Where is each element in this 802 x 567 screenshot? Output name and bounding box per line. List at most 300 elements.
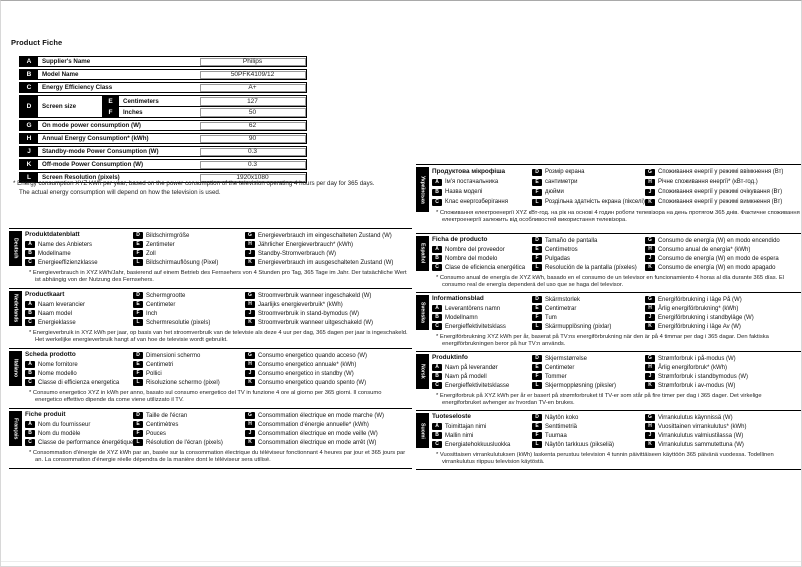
language-block	[9, 408, 412, 468]
row-letter-badge: K	[645, 264, 655, 271]
row-label: Bildschirmgröße	[146, 232, 190, 239]
row-letter-badge: L	[133, 439, 143, 446]
row-screen-size	[532, 414, 645, 421]
row-screen-size	[532, 355, 645, 362]
row-inches	[532, 432, 645, 439]
row-off-mode-power	[645, 441, 801, 448]
language-label-grid	[25, 351, 410, 387]
language-block	[416, 233, 802, 292]
row-label: Energiförbrukning i läge Av (W)	[658, 323, 741, 330]
row-screen-resolution	[133, 259, 245, 266]
row-letter-badge: L	[20, 173, 38, 182]
language-tab-label: Svenska	[416, 295, 429, 330]
row-letter-badge: F	[133, 430, 143, 437]
language-footnote: * Consumo energetico XYZ in kWh per anno, basato sul consumo energetico del TV in funzione 4 ore al giorno per 365 giorni. Il consumo energetico effettivo dipende da come viene utilizzato il TV.	[29, 389, 382, 404]
language-tab-label: Italiano	[9, 351, 22, 386]
row-label: Річне споживання енергії* (кВт-год.)	[658, 179, 758, 185]
row-inches	[532, 314, 645, 321]
fiche-footnote	[13, 180, 411, 198]
row-centimeters	[532, 305, 645, 312]
row-label: Zentimeter	[146, 241, 175, 248]
row-letter-badge: E	[102, 96, 119, 106]
row-supplier-name	[25, 241, 133, 248]
row-letter-badge: J	[645, 314, 655, 321]
row-letter-badge: G	[20, 121, 38, 130]
page-title: Product Fiche	[11, 38, 63, 47]
row-letter-badge: L	[532, 441, 542, 448]
row-letter-badge: H	[645, 305, 655, 312]
row-label: Energiförbrukning i standbyläge (W)	[658, 314, 754, 321]
row-screen-size	[532, 237, 645, 244]
row-label: Skjermoppløsning (piksler)	[545, 382, 617, 389]
row-label: Tamaño de pantalla	[545, 237, 598, 244]
row-letter-badge: A	[432, 364, 442, 371]
language-footnote: * Energieverbruik in XYZ kWh per jaar, op basis van het stroomverbruik van de televisie als deze 4 uur per dag, 365 dagen per jaar is ingeschakeld. Het werkelijke energieverbruik hangt af van hoe de televisie wordt gebruikt.	[29, 329, 408, 344]
row-annual-energy	[245, 361, 410, 368]
row-label: Jährlicher Energieverbrauch* (kWh)	[258, 241, 354, 248]
row-standby-power	[245, 250, 410, 257]
row-label: Senttimetriä	[545, 423, 578, 430]
fiche-row-standby-power	[19, 146, 307, 157]
fiche-row-label: Inches	[123, 108, 143, 116]
row-letter-badge: L	[532, 199, 542, 206]
fiche-row-label: Off-mode Power Consumption (W)	[42, 161, 144, 168]
row-letter-badge: F	[102, 107, 119, 117]
row-letter-badge: B	[25, 370, 35, 377]
row-letter-badge: K	[645, 382, 655, 389]
row-off-mode-power	[245, 259, 410, 266]
language-column-right	[416, 164, 802, 470]
language-label-grid	[432, 413, 801, 449]
row-letter-badge: K	[645, 441, 655, 448]
row-letter-badge: H	[20, 134, 38, 143]
row-centimeters	[532, 179, 645, 186]
language-block	[416, 292, 802, 351]
row-letter-badge: C	[20, 83, 38, 92]
row-letter-badge: D	[133, 232, 143, 239]
language-tab-label: Українська	[416, 167, 429, 212]
row-model-name	[25, 310, 133, 317]
row-letter-badge: A	[25, 241, 35, 248]
row-letter-badge: K	[245, 259, 255, 266]
row-on-mode-power	[245, 292, 410, 299]
row-label: Modellnamn	[445, 314, 478, 321]
fiche-row-label: On mode power consumption (W)	[42, 122, 141, 129]
row-annual-energy	[645, 364, 801, 371]
row-letter-badge: E	[133, 241, 143, 248]
row-model-name	[432, 314, 532, 321]
row-label: Розмір екрана	[545, 169, 585, 175]
row-letter-badge: K	[20, 160, 38, 169]
row-label: Pulgadas	[545, 255, 571, 262]
fiche-row-value: 127	[200, 97, 306, 106]
row-letter-badge: K	[645, 199, 655, 206]
row-letter-badge: C	[25, 319, 35, 326]
row-letter-badge: B	[432, 255, 442, 262]
row-label: Energieffektivitetsklasse	[445, 382, 510, 389]
row-energy-class	[432, 199, 532, 206]
row-screen-resolution	[532, 382, 645, 389]
row-energy-class	[25, 439, 133, 446]
row-letter-badge: E	[532, 423, 542, 430]
row-inches	[532, 373, 645, 380]
row-label: Skjermstørrelse	[545, 355, 588, 362]
row-letter-badge: G	[645, 355, 655, 362]
row-label: дюйми	[545, 189, 564, 195]
row-screen-resolution	[532, 323, 645, 330]
row-label: Näytön koko	[545, 414, 579, 421]
fiche-row-label: Annual Energy Consumption* (kWh)	[42, 135, 149, 142]
row-letter-badge: B	[25, 250, 35, 257]
row-standby-power	[645, 255, 801, 262]
fiche-row-value: A+	[200, 84, 306, 92]
row-label: Centimètres	[146, 421, 179, 428]
row-inches	[133, 370, 245, 377]
language-footnote: * Споживання електроенергії XYZ кВт-год. на рік на основі 4 годин роботи телевізора на день протягом 365 днів. Фактичне споживання електроенергії залежить від особливостей використання телевізора.	[436, 209, 800, 224]
row-label: Strømforbruk i standbymodus (W)	[658, 373, 749, 380]
row-label: Consommation d'énergie annuelle* (kWh)	[258, 421, 369, 428]
row-annual-energy	[245, 421, 410, 428]
row-letter-badge: D	[532, 414, 542, 421]
fiche-row-value: Philips	[200, 58, 306, 66]
row-letter-badge: J	[245, 370, 255, 377]
row-label: Tum	[545, 314, 557, 321]
fiche-row-label: Model Name	[42, 71, 79, 78]
row-supplier-name	[432, 246, 532, 253]
row-label: Strømforbruk i på-modus (W)	[658, 355, 736, 362]
row-annual-energy	[645, 246, 801, 253]
row-inches	[133, 310, 245, 317]
row-on-mode-power	[645, 237, 801, 244]
row-letter-badge: K	[645, 323, 655, 330]
row-label: Назва моделі	[445, 189, 483, 195]
row-centimeters	[133, 241, 245, 248]
row-label: Virrankulutus valmiustilassa (W)	[658, 432, 744, 439]
row-screen-size	[133, 292, 245, 299]
language-tab-label: Français	[9, 411, 22, 446]
row-label: Årlig energiförbrukning* (kWh)	[658, 305, 739, 312]
row-letter-badge: F	[532, 432, 542, 439]
row-label: Клас енергозберігання	[445, 199, 508, 205]
row-letter-badge: A	[20, 57, 38, 66]
row-label: Споживання енергії у режимі ввімкнення (Вт)	[658, 169, 784, 175]
language-tab-label: Nederlands	[9, 291, 22, 326]
row-supplier-name	[25, 361, 133, 368]
row-letter-badge: J	[245, 430, 255, 437]
language-label-grid	[432, 354, 801, 390]
row-label: сантиметри	[545, 179, 578, 185]
row-label: Nome fornitore	[38, 361, 78, 368]
row-screen-size	[133, 232, 245, 239]
row-inches	[133, 430, 245, 437]
fiche-row-screen-size	[19, 95, 307, 118]
row-letter-badge: H	[245, 421, 255, 428]
row-screen-size	[133, 412, 245, 419]
row-standby-power	[645, 432, 801, 439]
row-letter-badge: A	[432, 305, 442, 312]
fiche-row-on-mode-power	[19, 120, 307, 131]
row-letter-badge: E	[532, 305, 542, 312]
language-block	[416, 410, 802, 469]
row-label: Nom du fournisseur	[38, 421, 91, 428]
row-energy-class	[25, 319, 133, 326]
row-label: Consommation électrique en mode arrêt (W)	[258, 439, 377, 446]
row-letter-badge: H	[245, 301, 255, 308]
row-label: Centimeter	[146, 301, 176, 308]
row-letter-badge: G	[645, 296, 655, 303]
row-model-name	[432, 373, 532, 380]
row-off-mode-power	[245, 319, 410, 326]
row-letter-badge: L	[532, 264, 542, 271]
row-letter-badge: D	[532, 237, 542, 244]
row-letter-badge: E	[532, 246, 542, 253]
row-model-name	[25, 370, 133, 377]
row-standby-power	[245, 310, 410, 317]
row-letter-badge: D	[133, 292, 143, 299]
row-screen-size	[532, 169, 645, 176]
fiche-row-value: 90	[200, 135, 306, 143]
row-supplier-name	[432, 305, 532, 312]
row-label: Stroomverbruik wanneer uitgeschakeld (W)	[258, 319, 374, 326]
row-off-mode-power	[645, 323, 801, 330]
row-label: Energieeffizienzklasse	[38, 259, 98, 266]
row-inches	[133, 250, 245, 257]
language-footnote: * Energiforbruk på XYZ kWh per år er basert på strømforbruket til TV-er som står på fire timer per dag i 365 dager. Det virkelige energiforbruket avhenger av hvordan TV-en brukes.	[436, 392, 762, 407]
row-letter-badge: F	[532, 373, 542, 380]
row-label: Consommation électrique en mode marche (W)	[258, 412, 385, 419]
row-energy-class	[25, 259, 133, 266]
row-letter-badge: G	[245, 232, 255, 239]
row-label: Résolution de l'écran (pixels)	[146, 439, 223, 446]
row-label: Risoluzione schermo (pixel)	[146, 379, 220, 386]
row-letter-badge: F	[133, 310, 143, 317]
row-label: Näytön tarkkuus (pikseliä)	[545, 441, 615, 448]
row-label: Schermgrootte	[146, 292, 186, 299]
language-label-grid	[432, 167, 801, 207]
row-label: Nombre del proveedor	[445, 246, 505, 253]
row-letter-badge: H	[245, 241, 255, 248]
language-tab-label: Deutsch	[9, 231, 22, 266]
row-letter-badge: L	[133, 379, 143, 386]
row-energy-class	[432, 382, 532, 389]
row-label: Resolución de la pantalla (píxeles)	[545, 264, 637, 271]
row-label: Standby-Stromverbrauch (W)	[258, 250, 337, 257]
row-letter-badge: B	[432, 314, 442, 321]
fiche-row-label: Supplier's Name	[42, 58, 91, 65]
row-on-mode-power	[645, 414, 801, 421]
language-column-left	[9, 228, 412, 469]
row-letter-badge: C	[25, 379, 35, 386]
row-letter-badge: G	[645, 237, 655, 244]
fiche-row-label: Centimeters	[123, 97, 159, 105]
language-footnote: * Consumo anual de energía de XYZ kWh, basado en el consumo de un televisor en funcionamiento 4 horas al día durante 365 días. El consumo real de energía dependerá del uso que se haga del televisor.	[436, 274, 785, 289]
language-section-title: Tuoteseloste	[432, 413, 471, 421]
row-letter-badge: B	[432, 373, 442, 380]
row-letter-badge: G	[245, 352, 255, 359]
row-letter-badge: C	[432, 382, 442, 389]
fiche-row-value: 0.3	[200, 148, 306, 156]
row-energy-class	[432, 323, 532, 330]
language-label-grid	[25, 231, 410, 267]
row-letter-badge: F	[532, 314, 542, 321]
row-letter-badge: D	[532, 296, 542, 303]
row-label: Virrankulutus sammutettuna (W)	[658, 441, 744, 448]
row-letter-badge: J	[20, 147, 38, 156]
row-label: Name des Anbieters	[38, 241, 93, 248]
row-label: Zoll	[146, 250, 156, 257]
screen-size-subrows	[102, 96, 306, 117]
fiche-footnote-line1: * Energy consumption XYZ kWh per year, based on the power consumption of the television operating 4 hours per day for 365 days.	[13, 180, 375, 187]
row-label: Centimetri	[146, 361, 174, 368]
fiche-row-annual-energy	[19, 133, 307, 144]
row-label: Consumo energetico in standby (W)	[258, 370, 354, 377]
row-model-name	[432, 255, 532, 262]
row-label: Clase de eficiencia energética	[445, 264, 526, 271]
row-letter-badge: L	[532, 382, 542, 389]
row-annual-energy	[645, 423, 801, 430]
row-letter-badge: C	[25, 439, 35, 446]
row-letter-badge: G	[245, 292, 255, 299]
product-fiche-table	[19, 56, 307, 185]
row-label: Tommer	[545, 373, 567, 380]
fiche-row-label: Screen size	[42, 103, 77, 110]
row-label: Mallin nimi	[445, 432, 474, 439]
row-energy-class	[432, 441, 532, 448]
row-letter-badge: L	[133, 319, 143, 326]
row-centimeters	[532, 364, 645, 371]
row-screen-resolution	[133, 439, 245, 446]
row-screen-resolution	[133, 379, 245, 386]
language-tab-label: Norsk	[416, 354, 429, 389]
language-section-title: Productkaart	[25, 291, 65, 299]
row-label: Classe de performance énergétique	[38, 439, 134, 446]
row-label: Vuosittainen virrankulutus* (kWh)	[658, 423, 747, 430]
row-annual-energy	[245, 241, 410, 248]
row-label: Navn på modell	[445, 373, 487, 380]
row-screen-size	[133, 352, 245, 359]
language-section-title: Продуктова мікрофіша	[432, 167, 506, 175]
row-label: Modellname	[38, 250, 71, 257]
row-letter-badge: B	[25, 430, 35, 437]
row-letter-badge: A	[432, 246, 442, 253]
row-letter-badge: E	[532, 179, 542, 186]
row-label: Navn på leverandør	[445, 364, 498, 371]
language-footnote: * Consommation d'énergie de XYZ kWh par an, basée sur la consommation électrique du téléviseur fonctionnant 4 heures par jour et 365 jours par an. La consommation d'énergie réelle dépendra de la manière dont le téléviseur sera utilisé.	[29, 449, 406, 464]
row-supplier-name	[25, 301, 133, 308]
row-letter-badge: A	[25, 421, 35, 428]
row-label: Jaarlijks energieverbruik* (kWh)	[258, 301, 343, 308]
row-standby-power	[245, 430, 410, 437]
row-annual-energy	[245, 301, 410, 308]
row-off-mode-power	[245, 379, 410, 386]
row-on-mode-power	[245, 232, 410, 239]
row-letter-badge: L	[133, 259, 143, 266]
fiche-footnote-line2: The actual energy consumption will depend on how the television is used.	[19, 188, 221, 196]
row-label: Consumo energetico quando acceso (W)	[258, 352, 368, 359]
language-section-title: Produktdatenblatt	[25, 231, 80, 239]
fiche-row-supplier-name	[19, 56, 307, 67]
fiche-row-label: Energy Efficiency Class	[42, 84, 113, 91]
row-label: Consumo anual de energía* (kWh)	[658, 246, 751, 253]
row-screen-size	[532, 296, 645, 303]
row-letter-badge: F	[532, 255, 542, 262]
row-label: Naam leverancier	[38, 301, 86, 308]
language-footnote: * Energieverbrauch in XYZ kWh/Jahr, basierend auf einem Betrieb des Fernsehers von 4 Stunden pro Tag, 365 Tage im Jahr. Der tatsächliche Wert ist abhängig von der Nutzung des Fernsehers.	[29, 269, 407, 284]
row-on-mode-power	[245, 352, 410, 359]
fiche-row-value: 62	[200, 122, 306, 130]
row-label: Classe di efficienza energetica	[38, 379, 120, 386]
row-letter-badge: A	[432, 423, 442, 430]
row-letter-badge: J	[645, 432, 655, 439]
row-off-mode-power	[245, 439, 410, 446]
language-section-title: Scheda prodotto	[25, 351, 76, 359]
row-label: Centimeter	[545, 364, 575, 371]
row-centimeters	[133, 301, 245, 308]
row-letter-badge: E	[532, 364, 542, 371]
row-supplier-name	[432, 364, 532, 371]
row-label: Consumo de energía (W) en modo encendido	[658, 237, 780, 244]
row-letter-badge: A	[432, 179, 442, 186]
language-section-title: Produktinfo	[432, 354, 468, 362]
language-section-title: Informationsblad	[432, 295, 484, 303]
row-off-mode-power	[645, 382, 801, 389]
language-tab-label: Suomi	[416, 413, 429, 448]
row-label: Leverantörens namn	[445, 305, 501, 312]
row-on-mode-power	[645, 296, 801, 303]
row-model-name	[432, 189, 532, 196]
row-label: Tuumaa	[545, 432, 567, 439]
language-footnote: * Energiförbrukning XYZ kWh per år, baserat på TV:ns energiförbrukning när den är på 4 timmar per dag i 365 dagar. Den faktiska energiförbrukningen beror på hur TV:n används.	[436, 333, 769, 348]
row-label: Nombre del modelo	[445, 255, 498, 262]
row-label: Consommation électrique en mode veille (W)	[258, 430, 378, 437]
row-supplier-name	[432, 423, 532, 430]
row-on-mode-power	[645, 169, 801, 176]
language-label-grid	[25, 291, 410, 327]
row-label: Energieffektivitetsklass	[445, 323, 506, 330]
row-energy-class	[25, 379, 133, 386]
row-standby-power	[245, 370, 410, 377]
row-label: Taille de l'écran	[146, 412, 188, 419]
language-block	[9, 288, 412, 348]
row-letter-badge: K	[245, 379, 255, 386]
row-label: Årlig energiforbruk* (kWh)	[658, 364, 728, 371]
row-letter-badge: B	[432, 432, 442, 439]
row-letter-badge: D	[532, 169, 542, 176]
row-letter-badge: C	[432, 441, 442, 448]
row-letter-badge: E	[133, 361, 143, 368]
row-label: Pollici	[146, 370, 162, 377]
row-label: Skärmstorlek	[545, 296, 581, 303]
fiche-row-value: 50	[200, 108, 306, 117]
row-off-mode-power	[645, 199, 801, 206]
fiche-row-value: 50PFK4109/12	[200, 71, 306, 79]
row-standby-power	[645, 189, 801, 196]
row-letter-badge: J	[645, 373, 655, 380]
fiche-row-energy-class	[19, 82, 307, 93]
row-label: Inch	[146, 310, 158, 317]
row-letter-badge: F	[532, 189, 542, 196]
row-letter-badge: A	[25, 361, 35, 368]
row-label: Strømforbruk i av-modus (W)	[658, 382, 736, 389]
row-letter-badge: B	[20, 70, 38, 79]
row-letter-badge: K	[245, 439, 255, 446]
row-letter-badge: H	[645, 423, 655, 430]
row-centimeters	[532, 246, 645, 253]
language-section-title: Ficha de producto	[432, 236, 488, 244]
row-letter-badge: H	[245, 361, 255, 368]
row-annual-energy	[645, 305, 801, 312]
row-standby-power	[645, 373, 801, 380]
